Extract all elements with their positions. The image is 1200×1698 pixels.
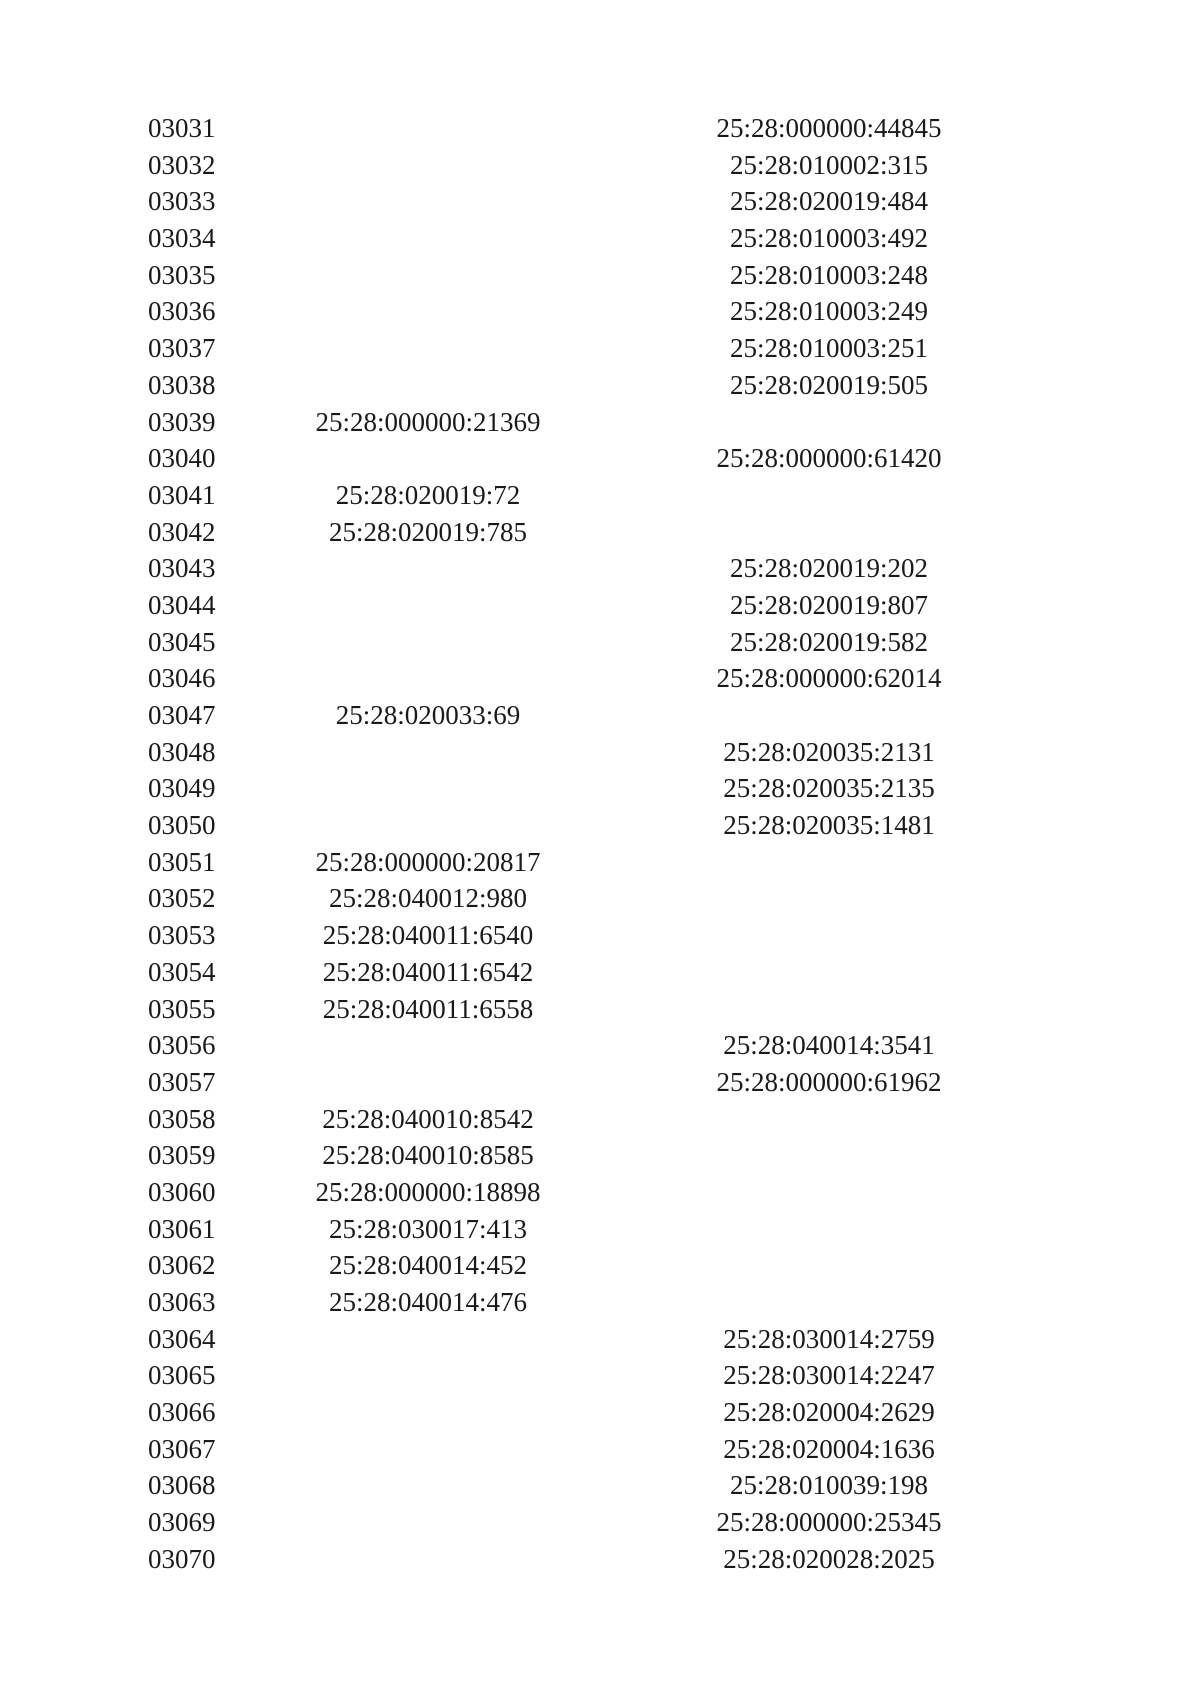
table-row [0,1284,1200,1321]
table-row [0,514,1200,551]
cadastral-number-left: 25:28:040010:8585 [322,1140,534,1171]
cadastral-number-left: 25:28:040012:980 [328,883,528,914]
table-row [0,1357,1200,1394]
table-row [0,477,1200,514]
cadastral-number-right: 25:28:030014:2759 [723,1323,935,1354]
record-number: 03051 [148,846,216,877]
record-number: 03061 [148,1213,216,1244]
record-number: 03067 [148,1433,216,1464]
record-number: 03040 [148,443,216,474]
cadastral-number-left: 25:28:000000:21369 [315,406,541,437]
cadastral-number-right: 25:28:040014:3541 [723,1030,935,1061]
table-row [0,1064,1200,1101]
record-table [0,110,1200,1578]
table-row [0,1504,1200,1541]
table-row [0,110,1200,147]
record-number: 03039 [148,406,216,437]
table-row [0,660,1200,697]
record-number: 03036 [148,296,216,327]
cadastral-number-left: 25:28:000000:20817 [315,846,541,877]
record-number: 03070 [148,1543,216,1574]
table-row [0,697,1200,734]
cadastral-number-right: 25:28:010003:249 [729,296,929,327]
table-row [0,367,1200,404]
cadastral-number-left: 25:28:040014:476 [328,1287,528,1317]
table-row [0,624,1200,661]
table-row [0,1101,1200,1138]
table-row [0,1211,1200,1248]
cadastral-number-left: 25:28:000000:18898 [315,1176,541,1207]
record-number: 03068 [148,1470,216,1501]
cadastral-number-right: 25:28:000000:44845 [716,113,942,143]
table-row [0,734,1200,771]
table-row [0,1431,1200,1468]
record-number: 03056 [148,1030,216,1061]
cadastral-number-right: 25:28:020035:2131 [723,736,935,767]
record-number: 03059 [148,1140,216,1171]
table-row [0,147,1200,184]
table-row [0,1467,1200,1504]
record-number: 03045 [148,626,216,657]
record-number: 03044 [148,589,216,620]
record-number: 03037 [148,333,216,364]
table-row [0,550,1200,587]
table-row [0,807,1200,844]
record-number: 03063 [148,1287,216,1317]
cadastral-number-right: 25:28:010002:315 [729,149,929,180]
table-row [0,183,1200,220]
cadastral-number-left: 25:28:020033:69 [335,700,521,730]
cadastral-number-right: 25:28:000000:25345 [716,1507,942,1538]
cadastral-number-right: 25:28:020028:2025 [723,1543,935,1574]
record-number: 03043 [148,553,216,584]
table-row [0,440,1200,477]
cadastral-number-left: 25:28:040010:8542 [322,1103,534,1134]
record-number: 03034 [148,223,216,254]
record-number: 03032 [148,149,216,180]
table-row [0,880,1200,917]
record-number: 03054 [148,956,216,987]
table-row [0,1174,1200,1211]
table-row [0,257,1200,294]
cadastral-number-right: 25:28:010003:492 [729,223,929,254]
record-number: 03049 [148,773,216,804]
cadastral-number-right: 25:28:020035:1481 [723,810,935,841]
record-number: 03065 [148,1360,216,1391]
table-row [0,1027,1200,1064]
table-row [0,1247,1200,1284]
table-row [0,1321,1200,1358]
record-number: 03052 [148,883,216,914]
cadastral-number-left: 25:28:040014:452 [328,1250,528,1281]
table-row [0,770,1200,807]
record-number: 03058 [148,1103,216,1134]
record-number: 03057 [148,1066,216,1097]
record-number: 03047 [148,700,216,730]
cadastral-number-right: 25:28:020035:2135 [723,773,935,804]
cadastral-number-right: 25:28:010003:251 [729,333,929,364]
record-number: 03053 [148,920,216,951]
cadastral-number-right: 25:28:030014:2247 [723,1360,935,1391]
record-number: 03066 [148,1397,216,1428]
cadastral-number-left: 25:28:020019:72 [335,479,521,510]
cadastral-number-right: 25:28:020019:202 [729,553,929,584]
cadastral-number-right: 25:28:020019:807 [729,589,929,620]
table-row [0,293,1200,330]
cadastral-number-right: 25:28:010039:198 [729,1470,929,1501]
record-number: 03033 [148,186,216,217]
record-number: 03038 [148,369,216,400]
record-number: 03055 [148,993,216,1024]
record-number: 03046 [148,663,216,694]
cadastral-number-left: 25:28:040011:6542 [322,956,534,987]
cadastral-number-left: 25:28:040011:6540 [322,920,534,951]
record-number: 03041 [148,479,216,510]
cadastral-number-right: 25:28:020004:2629 [723,1397,935,1428]
table-row [0,844,1200,881]
table-row [0,330,1200,367]
table-row [0,917,1200,954]
cadastral-number-right: 25:28:000000:62014 [716,663,942,694]
cadastral-number-right: 25:28:020004:1636 [723,1433,935,1464]
cadastral-number-left: 25:28:030017:413 [328,1213,528,1244]
record-number: 03069 [148,1507,216,1538]
record-number: 03031 [148,113,216,143]
table-row [0,1394,1200,1431]
table-row [0,1137,1200,1174]
table-row [0,954,1200,991]
table-row [0,220,1200,257]
table-row [0,404,1200,441]
record-number: 03042 [148,516,216,547]
record-number: 03050 [148,810,216,841]
record-number: 03060 [148,1176,216,1207]
table-row [0,1541,1200,1578]
record-number: 03062 [148,1250,216,1281]
table-row [0,587,1200,624]
cadastral-number-right: 25:28:020019:505 [729,369,929,400]
cadastral-number-left: 25:28:040011:6558 [322,993,534,1024]
cadastral-number-right: 25:28:020019:484 [729,186,929,217]
table-row [0,991,1200,1028]
cadastral-number-right: 25:28:000000:61962 [716,1066,942,1097]
record-number: 03064 [148,1323,216,1354]
cadastral-number-right: 25:28:010003:248 [729,259,929,290]
cadastral-number-right: 25:28:020019:582 [729,626,929,657]
record-number: 03035 [148,259,216,290]
cadastral-number-right: 25:28:000000:61420 [716,443,942,474]
record-number: 03048 [148,736,216,767]
cadastral-number-left: 25:28:020019:785 [328,516,528,547]
